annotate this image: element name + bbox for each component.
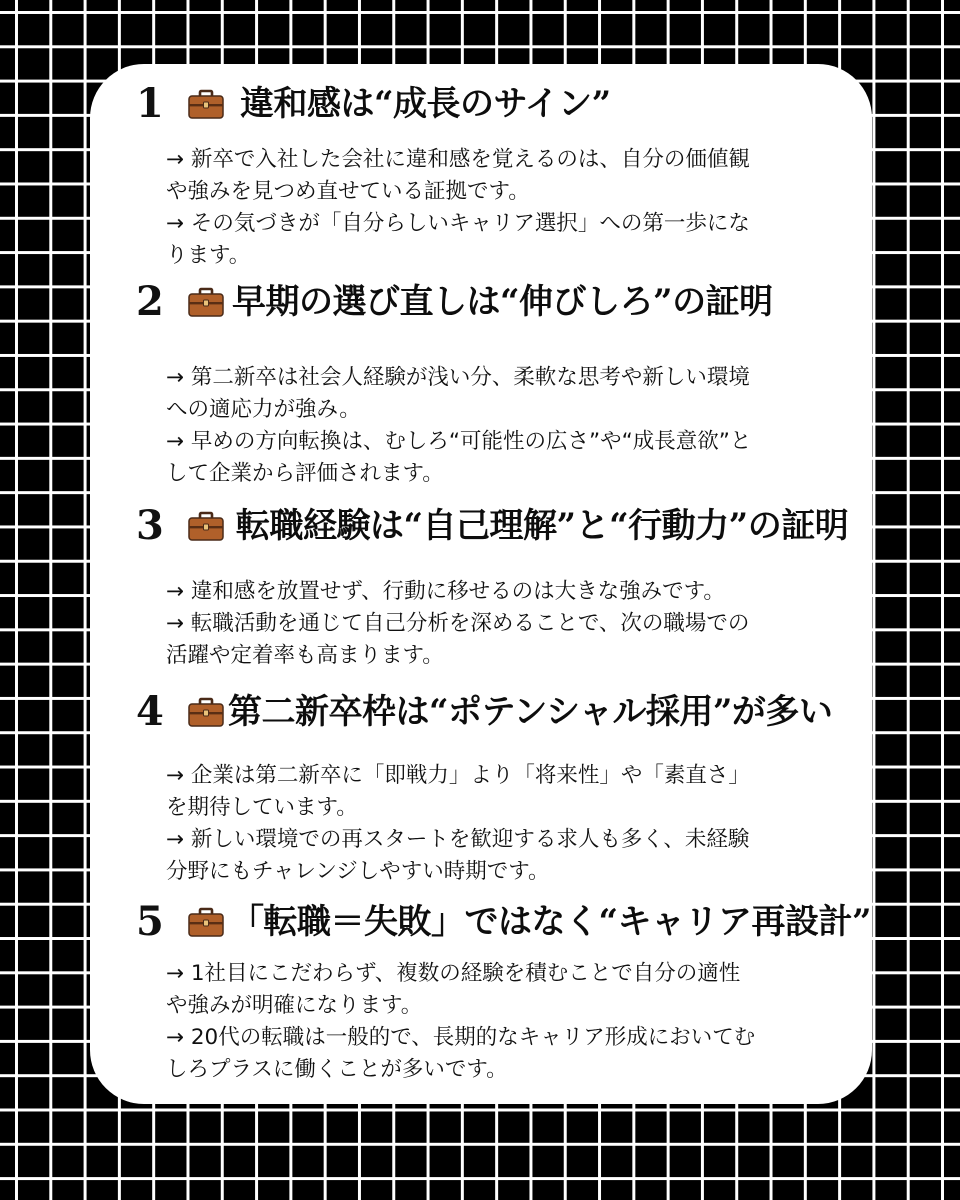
- section-body: [166, 362, 850, 490]
- body-line: 活躍や定着率も高まります。: [166, 643, 444, 668]
- body-line: → その気づきが「自分らしいキャリア選択」への第一歩にな: [166, 211, 750, 236]
- section-body: [166, 760, 850, 888]
- briefcase-icon: [188, 697, 224, 727]
- section-title: 早期の選び直しは“伸びしろ”の証明: [232, 282, 773, 322]
- section-number: 3: [136, 502, 164, 549]
- body-line: ります。: [166, 243, 251, 268]
- section-body: [166, 958, 850, 1086]
- section-number: 4: [136, 688, 164, 735]
- section-title: 第二新卒枠は“ポテンシャル採用”が多い: [228, 692, 833, 732]
- body-line: への適応力が強み。: [166, 397, 361, 422]
- body-line: → 早めの方向転換は、むしろ“可能性の広さ”や“成長意欲”と: [166, 429, 752, 454]
- body-line: → 第二新卒は社会人経験が浅い分、柔軟な思考や新しい環境: [166, 365, 750, 390]
- body-line: → 新卒で入社した会社に違和感を覚えるのは、自分の価値観: [166, 147, 750, 172]
- section-number: 1: [136, 80, 164, 127]
- section-title: 「転職＝失敗」ではなく“キャリア再設計”: [230, 902, 872, 942]
- section-title: 違和感は“成長のサイン”: [240, 84, 611, 124]
- body-line: → 20代の転職は一般的で、長期的なキャリア形成においてむ: [166, 1025, 756, 1050]
- body-line: → 1社目にこだわらず、複数の経験を積むことで自分の適性: [166, 961, 741, 986]
- section-title: 転職経験は“自己理解”と“行動力”の証明: [236, 506, 849, 546]
- body-line: して企業から評価されます。: [166, 461, 444, 486]
- section-number: 2: [136, 278, 164, 325]
- briefcase-icon: [188, 511, 224, 541]
- briefcase-icon: [188, 89, 224, 119]
- section-body: [166, 144, 850, 272]
- body-line: を期待しています。: [166, 795, 358, 820]
- section-body: [166, 576, 850, 672]
- body-line: や強みが明確になります。: [166, 993, 423, 1018]
- briefcase-icon: [188, 907, 224, 937]
- body-line: → 転職活動を通じて自己分析を深めることで、次の職場での: [166, 611, 750, 636]
- body-line: → 違和感を放置せず、行動に移せるのは大きな強みです。: [166, 579, 725, 604]
- body-line: 分野にもチャレンジしやすい時期です。: [166, 859, 550, 884]
- body-line: しろプラスに働くことが多いです。: [166, 1057, 508, 1082]
- section-number: 5: [136, 898, 164, 945]
- body-line: や強みを見つめ直せている証拠です。: [166, 179, 530, 204]
- body-line: → 企業は第二新卒に「即戦力」より「将来性」や「素直さ」: [166, 763, 750, 788]
- body-line: → 新しい環境での再スタートを歓迎する求人も多く、未経験: [166, 827, 750, 852]
- briefcase-icon: [188, 287, 224, 317]
- content-card: [90, 64, 872, 1104]
